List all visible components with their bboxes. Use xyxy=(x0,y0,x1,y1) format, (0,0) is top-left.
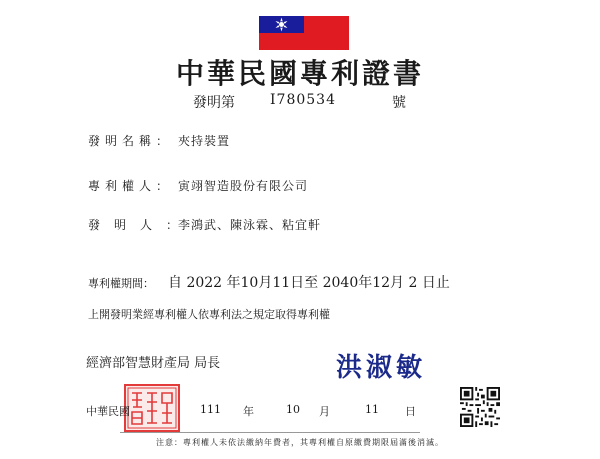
date-month: 10 xyxy=(286,403,300,416)
date-month-unit: 月 xyxy=(319,405,330,418)
invention-name-label: 發明名稱： xyxy=(88,134,174,148)
inventor-label: 發明人： xyxy=(88,218,193,232)
term-label: 專利權期間： xyxy=(88,277,154,290)
footer-note: 注意：專利權人未依法繳納年費者，其專利權自原繳費期限屆滿後消滅。 xyxy=(156,438,444,447)
date-era: 中華民國 xyxy=(86,405,130,418)
patent-number-prefix: 發明第 xyxy=(193,95,235,111)
certificate-title: 中華民國專利證書 xyxy=(175,57,424,90)
patentee-label: 專利權人： xyxy=(88,179,174,193)
footer-divider xyxy=(120,432,420,433)
official-seal-icon xyxy=(124,384,180,432)
invention-name: 夾持裝置 xyxy=(178,134,231,148)
patent-number-suffix: 號 xyxy=(392,95,406,111)
roc-flag-icon xyxy=(259,16,349,50)
grant-statement: 上開發明業經專利權人依專利法之規定取得專利權 xyxy=(88,308,330,321)
date-year-unit: 年 xyxy=(243,405,254,418)
patent-term: 自 2022 年10月11日至 2040年12月 2 日止 xyxy=(168,275,450,291)
authority-title: 經濟部智慧財產局 局長 xyxy=(86,356,221,371)
qr-code-icon xyxy=(460,387,500,427)
patentee-name: 寅翊智造股份有限公司 xyxy=(178,179,309,193)
date-day: 11 xyxy=(365,403,379,416)
patent-number: I780534 xyxy=(270,92,336,108)
date-year: 111 xyxy=(200,403,221,416)
date-day-unit: 日 xyxy=(405,405,416,418)
director-signature: 洪淑敏 xyxy=(336,353,427,383)
inventor-names: 李鴻武、陳泳霖、粘宜軒 xyxy=(178,218,322,232)
